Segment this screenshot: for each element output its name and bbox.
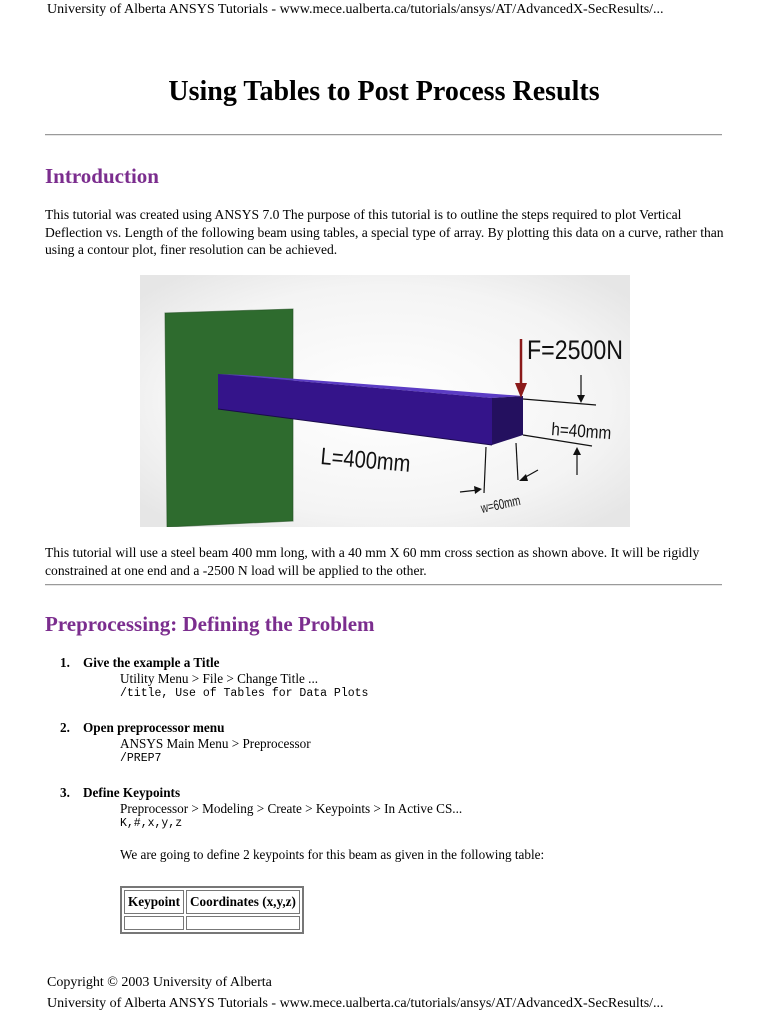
introduction-heading: Introduction	[45, 164, 159, 188]
table-row	[124, 916, 300, 930]
command-line: K,#,x,y,z	[120, 817, 183, 830]
header-url: University of Alberta ANSYS Tutorials - www.mece.ualberta.ca/tutorials/ansys/AT/AdvancedX-SecResults/...	[47, 2, 664, 17]
width-label: w=60mm	[479, 488, 539, 516]
wall-support	[165, 309, 293, 527]
table-cell	[186, 916, 300, 930]
length-label: L=400mm	[319, 443, 429, 480]
introduction-paragraph: This tutorial was created using ANSYS 7.0 The purpose of this tutorial is to outline the steps required to plot Vertical Deflection vs. Length of the following beam using tables, a special type of array. By plotting this data on a curve, rather than using a contour plot, finer resolution can be achieved.	[45, 207, 724, 257]
menu-path: ANSYS Main Menu > Preprocessor	[120, 736, 311, 751]
title-divider	[45, 134, 722, 136]
step-number: 1.	[60, 655, 70, 670]
force-label: F=2500N	[527, 335, 623, 365]
menu-path: Utility Menu > File > Change Title ...	[120, 671, 319, 686]
command-line: /title, Use of Tables for Data Plots	[120, 687, 369, 700]
table-header-row	[124, 890, 300, 914]
footer-url: University of Alberta ANSYS Tutorials - www.mece.ualberta.ca/tutorials/ansys/AT/AdvancedX-SecResults/...	[47, 996, 664, 1011]
height-label: h=40mm	[550, 419, 623, 444]
step-note: We are going to define 2 keypoints for this beam as given in the following table:	[120, 847, 545, 862]
table-header-coordinates: Coordinates (x,y,z)	[186, 890, 300, 914]
menu-path: Preprocessor > Modeling > Create > Keypoints > In Active CS...	[120, 801, 463, 816]
step-title: Give the example a Title	[83, 655, 220, 670]
section-divider	[45, 584, 722, 586]
page-title: Using Tables to Post Process Results	[168, 76, 600, 107]
step-number: 2.	[60, 720, 70, 735]
preprocessing-heading: Preprocessing: Defining the Problem	[45, 612, 375, 636]
table-header-keypoint: Keypoint	[124, 890, 184, 914]
beam-diagram	[140, 275, 630, 527]
step-title: Define Keypoints	[83, 785, 181, 800]
keypoint-table	[120, 886, 304, 934]
footer-copyright: Copyright © 2003 University of Alberta	[47, 975, 272, 990]
step-number: 3.	[60, 785, 70, 800]
table-cell	[124, 916, 184, 930]
step-title: Open preprocessor menu	[83, 720, 225, 735]
command-line: /PREP7	[120, 752, 162, 765]
beam-description-paragraph: This tutorial will use a steel beam 400 mm long, with a 40 mm X 60 mm cross section as shown above. It will be rigidly constrained at one end and a -2500 N load will be applied to the other.	[45, 545, 700, 578]
